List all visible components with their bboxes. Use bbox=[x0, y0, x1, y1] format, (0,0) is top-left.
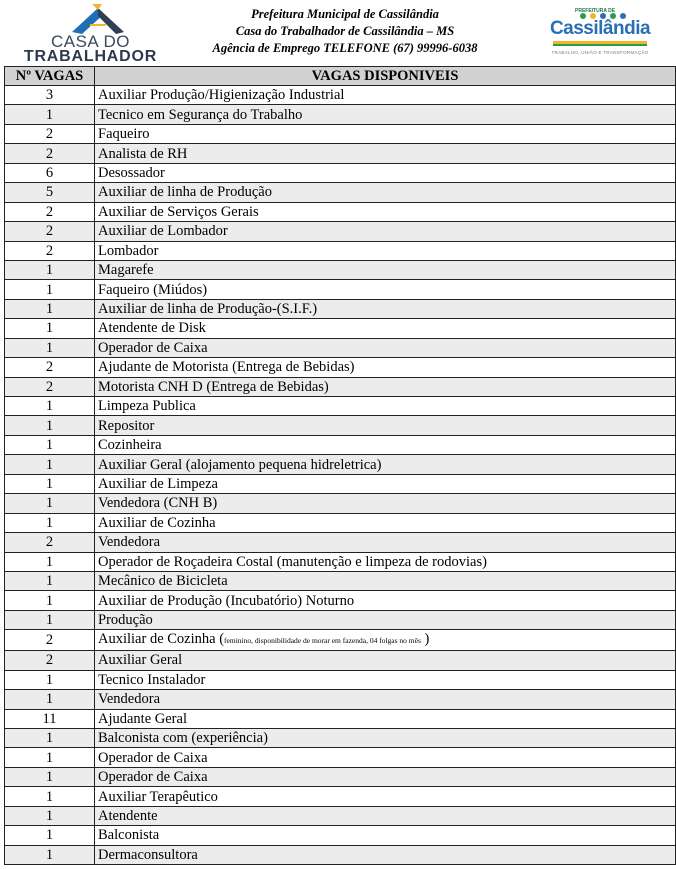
vacancy-count: 1 bbox=[5, 670, 95, 689]
job-title bbox=[95, 630, 676, 651]
job-title: Auxiliar de Produção (Incubatório) Noturno bbox=[95, 591, 676, 610]
table-row bbox=[5, 319, 676, 338]
vacancy-count: 2 bbox=[5, 202, 95, 221]
vacancy-count: 1 bbox=[5, 105, 95, 124]
job-title: Tecnico em Segurança do Trabalho bbox=[95, 105, 676, 124]
job-title-text: Auxiliar de Cozinha ( bbox=[98, 631, 225, 648]
vacancy-count: 1 bbox=[5, 513, 95, 532]
job-title: Dermaconsultora bbox=[95, 845, 676, 864]
table-row bbox=[5, 163, 676, 182]
table-row bbox=[5, 651, 676, 670]
prefeitura-cassilandia-logo bbox=[545, 8, 655, 60]
vacancy-count: 1 bbox=[5, 690, 95, 709]
job-title: Auxiliar de Lombador bbox=[95, 222, 676, 241]
job-title: Operador de Caixa bbox=[95, 748, 676, 767]
table-row bbox=[5, 358, 676, 377]
job-title: Produção bbox=[95, 610, 676, 629]
vacancy-count: 6 bbox=[5, 163, 95, 182]
column-header-disponiveis: VAGAS DISPONIVEIS bbox=[95, 67, 676, 86]
job-title: Operador de Roçadeira Costal (manutenção e limpeza de rodovias) bbox=[95, 552, 676, 571]
vacancy-count: 11 bbox=[5, 709, 95, 728]
table-row bbox=[5, 533, 676, 552]
job-title: Auxiliar de Serviços Gerais bbox=[95, 202, 676, 221]
logo-right-prefeitura-text: PREFEITURA DE bbox=[575, 8, 616, 14]
table-row bbox=[5, 260, 676, 279]
vacancy-count: 5 bbox=[5, 183, 95, 202]
table-row bbox=[5, 474, 676, 493]
table-row bbox=[5, 571, 676, 590]
job-title: Auxiliar de linha de Produção-(S.I.F.) bbox=[95, 299, 676, 318]
table-row bbox=[5, 494, 676, 513]
vacancy-count: 2 bbox=[5, 358, 95, 377]
vacancy-count: 1 bbox=[5, 571, 95, 590]
table-row bbox=[5, 826, 676, 845]
job-title: Ajudante Geral bbox=[95, 709, 676, 728]
table-row bbox=[5, 591, 676, 610]
table-row bbox=[5, 241, 676, 260]
table-row bbox=[5, 455, 676, 474]
job-title: Faqueiro bbox=[95, 124, 676, 143]
vacancy-count: 1 bbox=[5, 280, 95, 299]
vacancy-count: 1 bbox=[5, 260, 95, 279]
job-title: Auxiliar de Limpeza bbox=[95, 474, 676, 493]
job-title: Magarefe bbox=[95, 260, 676, 279]
table-row bbox=[5, 748, 676, 767]
table-row bbox=[5, 124, 676, 143]
vacancy-count: 1 bbox=[5, 319, 95, 338]
job-title: Auxiliar Geral (alojamento pequena hidreletrica) bbox=[95, 455, 676, 474]
vacancy-count: 2 bbox=[5, 651, 95, 670]
logo-text-trabalhador: TRABALHADOR bbox=[23, 48, 158, 65]
vacancy-count: 1 bbox=[5, 748, 95, 767]
vacancy-count: 1 bbox=[5, 845, 95, 864]
job-title: Repositor bbox=[95, 416, 676, 435]
job-title: Vendedora bbox=[95, 690, 676, 709]
vacancy-count: 1 bbox=[5, 455, 95, 474]
table-row bbox=[5, 144, 676, 163]
vacancy-count: 1 bbox=[5, 416, 95, 435]
vacancy-count: 1 bbox=[5, 397, 95, 416]
vagas-table bbox=[4, 66, 676, 865]
table-row bbox=[5, 513, 676, 532]
job-title: Auxiliar Produção/Higienização Industrial bbox=[95, 86, 676, 105]
job-title: Ajudante de Motorista (Entrega de Bebidas) bbox=[95, 358, 676, 377]
job-title: Motorista CNH D (Entrega de Bebidas) bbox=[95, 377, 676, 396]
vacancy-count: 2 bbox=[5, 222, 95, 241]
table-row bbox=[5, 806, 676, 825]
column-header-vagas: Nº VAGAS bbox=[5, 67, 95, 86]
logo-text-casa-do: CASA DO bbox=[50, 32, 131, 51]
vacancy-count: 2 bbox=[5, 377, 95, 396]
job-title: Auxiliar Geral bbox=[95, 651, 676, 670]
vacancy-count: 1 bbox=[5, 610, 95, 629]
logo-right-slogan: TRABALHO, UNIÃO E TRANSFORMAÇÃO bbox=[551, 50, 649, 55]
job-title: Atendente de Disk bbox=[95, 319, 676, 338]
vacancy-count: 1 bbox=[5, 826, 95, 845]
job-title: Limpeza Publica bbox=[95, 397, 676, 416]
header-line-telefone: Agência de Emprego TELEFONE (67) 99996-6038 bbox=[212, 41, 478, 55]
vacancy-count: 1 bbox=[5, 729, 95, 748]
table-row bbox=[5, 729, 676, 748]
vacancy-count: 3 bbox=[5, 86, 95, 105]
job-title-close: ) bbox=[420, 631, 430, 648]
vacancy-count: 1 bbox=[5, 338, 95, 357]
table-row bbox=[5, 787, 676, 806]
logo-right-bar-green bbox=[553, 44, 647, 46]
header-line-prefeitura: Prefeitura Municipal de Cassilândia bbox=[251, 7, 439, 21]
house-roof-icon bbox=[68, 2, 128, 36]
job-title: Lombador bbox=[95, 241, 676, 260]
vacancy-count: 1 bbox=[5, 806, 95, 825]
job-title-note: feminino, disponibilidade de morar em fazenda, 04 folgas no mês bbox=[224, 636, 421, 646]
vacancy-count: 1 bbox=[5, 552, 95, 571]
table-header-row bbox=[5, 67, 676, 86]
job-title: Vendedora (CNH B) bbox=[95, 494, 676, 513]
table-row bbox=[5, 610, 676, 629]
vacancy-count: 2 bbox=[5, 144, 95, 163]
table-row bbox=[5, 416, 676, 435]
job-title: Balconista bbox=[95, 826, 676, 845]
job-title: Mecânico de Bicicleta bbox=[95, 571, 676, 590]
table-row bbox=[5, 338, 676, 357]
job-title: Atendente bbox=[95, 806, 676, 825]
job-title: Operador de Caixa bbox=[95, 767, 676, 786]
table-row bbox=[5, 767, 676, 786]
table-row bbox=[5, 552, 676, 571]
vacancy-count: 1 bbox=[5, 787, 95, 806]
vacancy-count: 1 bbox=[5, 474, 95, 493]
job-title: Balconista com (experiência) bbox=[95, 729, 676, 748]
table-row bbox=[5, 690, 676, 709]
header-info bbox=[200, 6, 490, 57]
vacancy-count: 2 bbox=[5, 630, 95, 651]
logo-right-cassilandia-text: Cassilândia bbox=[549, 18, 651, 39]
vacancy-count: 2 bbox=[5, 241, 95, 260]
table-row bbox=[5, 222, 676, 241]
job-title: Auxiliar de Cozinha bbox=[95, 513, 676, 532]
vacancy-count: 2 bbox=[5, 533, 95, 552]
vacancy-count: 1 bbox=[5, 591, 95, 610]
job-title: Auxiliar de linha de Produção bbox=[95, 183, 676, 202]
header-line-casa: Casa do Trabalhador de Cassilândia – MS bbox=[235, 24, 455, 38]
job-title: Analista de RH bbox=[95, 144, 676, 163]
job-title: Tecnico Instalador bbox=[95, 670, 676, 689]
vacancy-count: 1 bbox=[5, 435, 95, 454]
table-row bbox=[5, 202, 676, 221]
job-title: Auxiliar Terapêutico bbox=[95, 787, 676, 806]
table-body bbox=[5, 86, 676, 865]
job-title: Desossador bbox=[95, 163, 676, 182]
casa-do-trabalhador-logo bbox=[8, 0, 173, 66]
table-row bbox=[5, 670, 676, 689]
table-row bbox=[5, 183, 676, 202]
job-title: Vendedora bbox=[95, 533, 676, 552]
document-header bbox=[0, 0, 676, 66]
job-title: Cozinheira bbox=[95, 435, 676, 454]
table-row bbox=[5, 377, 676, 396]
vacancy-count: 2 bbox=[5, 124, 95, 143]
table-row bbox=[5, 299, 676, 318]
table-row bbox=[5, 630, 676, 651]
vacancy-count: 1 bbox=[5, 299, 95, 318]
vacancy-count: 1 bbox=[5, 494, 95, 513]
table-row bbox=[5, 709, 676, 728]
table-row bbox=[5, 397, 676, 416]
table-row bbox=[5, 105, 676, 124]
table-row bbox=[5, 845, 676, 864]
vacancy-count: 1 bbox=[5, 767, 95, 786]
job-title: Operador de Caixa bbox=[95, 338, 676, 357]
table-row bbox=[5, 435, 676, 454]
table-row bbox=[5, 280, 676, 299]
job-title: Faqueiro (Miúdos) bbox=[95, 280, 676, 299]
table-row bbox=[5, 86, 676, 105]
